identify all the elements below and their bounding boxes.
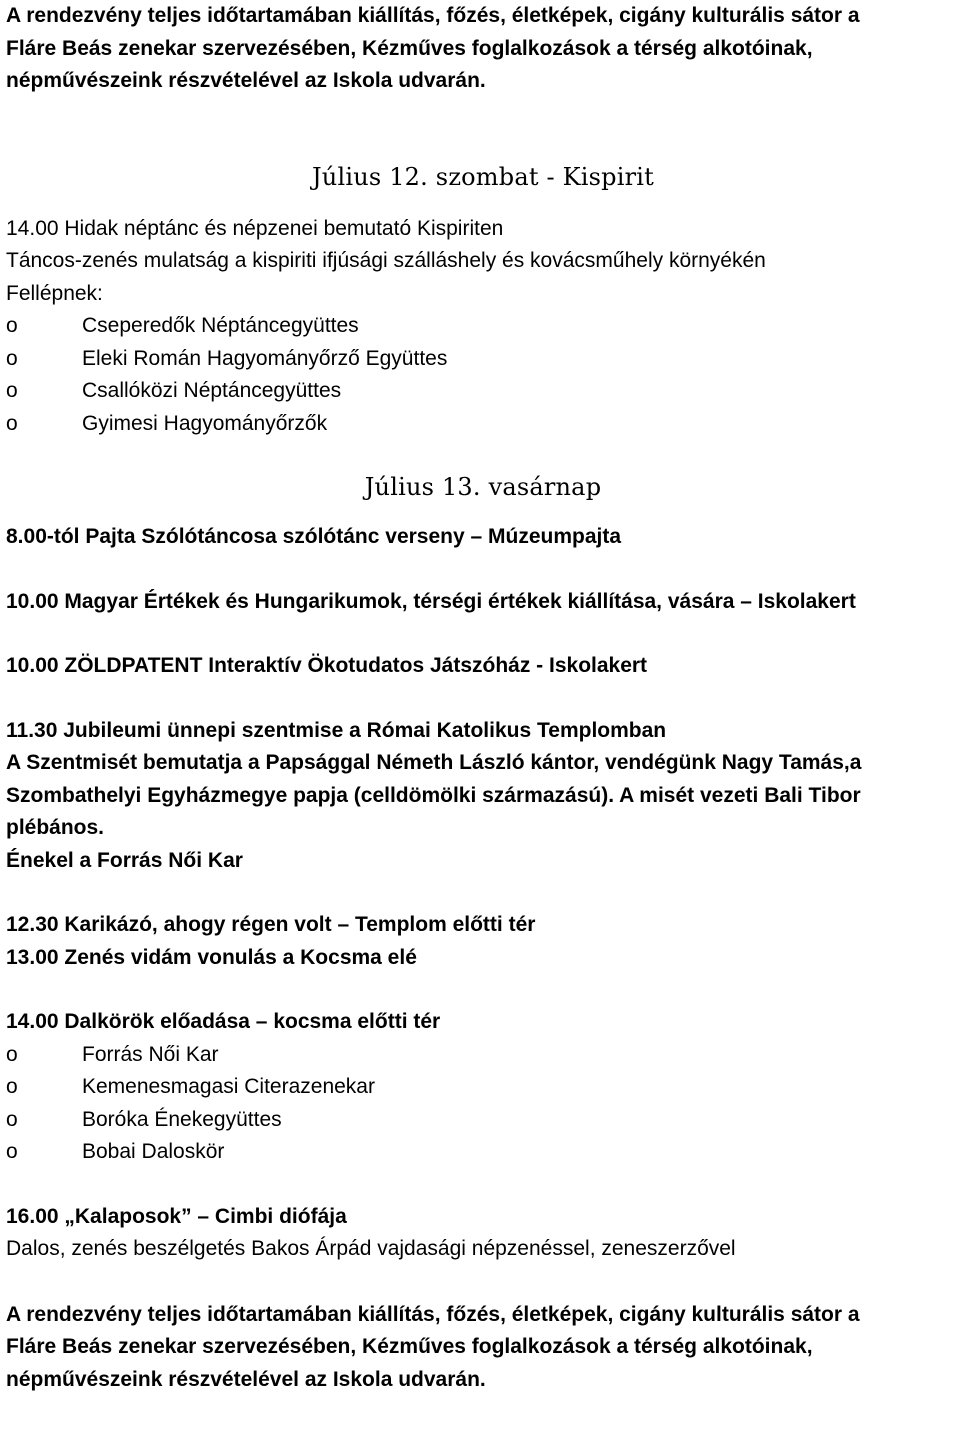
day2-heading: Július 13. vasárnap: [364, 473, 602, 501]
intro-line: népművészeink részvételével az Iskola udvarán.: [6, 1367, 486, 1391]
event-line: 10.00 Magyar Értékek és Hungarikumok, térségi értékek kiállítása, vására – Iskolakert: [6, 589, 856, 613]
bullet-icon: o: [6, 411, 18, 435]
event-description: Táncos-zenés mulatság a kispiriti ifjúsági szálláshely és kovácsműhely környékén: [6, 249, 766, 272]
list-item-label: Cseperedők Néptáncegyüttes: [82, 314, 359, 337]
list-item: [6, 1071, 960, 1104]
list-item: [6, 343, 960, 376]
event-line: 16.00 „Kalaposok” – Cimbi diófája: [6, 1204, 347, 1228]
performers-label: Fellépnek:: [6, 281, 103, 305]
mass-line: A Szentmisét bemutatja a Papsággal Németh László kántor, vendégünk Nagy Tamás,a: [6, 751, 862, 774]
bullet-icon: o: [6, 1042, 18, 1066]
bullet-icon: o: [6, 379, 18, 402]
intro-line: Fláre Beás zenekar szervezésében, Kézműves foglalkozások a térség alkotóinak,: [6, 36, 813, 60]
list-item: [6, 1039, 960, 1072]
event-line: 14.00 Dalkörök előadása – kocsma előtti tér: [6, 1010, 441, 1033]
bullet-icon: o: [6, 314, 18, 337]
bullet-icon: o: [6, 346, 18, 370]
list-item-label: Eleki Román Hagyományőrző Együttes: [82, 346, 448, 370]
event-line: 12.30 Karikázó, ahogy régen volt – Templom előtti tér: [6, 913, 536, 936]
intro-line: Fláre Beás zenekar szervezésében, Kézműves foglalkozások a térség alkotóinak,: [6, 1335, 813, 1358]
intro-line: A rendezvény teljes időtartamában kiállítás, főzés, életképek, cigány kulturális sátor a: [6, 1302, 860, 1326]
intro-line: A rendezvény teljes időtartamában kiállítás, főzés, életképek, cigány kulturális sátor a: [6, 4, 860, 27]
list-item-label: Bobai Daloskör: [82, 1140, 225, 1163]
event-description: Dalos, zenés beszélgetés Bakos Árpád vajdasági népzenéssel, zeneszerzővel: [6, 1237, 736, 1260]
event-line: 13.00 Zenés vidám vonulás a Kocsma elé: [6, 945, 417, 969]
list-item-label: Gyimesi Hagyományőrzők: [82, 411, 328, 435]
list-item: [6, 408, 960, 441]
event-line: 10.00 ZÖLDPATENT Interaktív Ökotudatos Játszóház - Iskolakert: [6, 654, 648, 677]
bullet-icon: o: [6, 1107, 18, 1131]
mass-line: Szombathelyi Egyházmegye papja (celldömölki származású). A misét vezeti Bali Tibor: [6, 783, 861, 807]
list-item-label: Forrás Női Kar: [82, 1042, 219, 1066]
intro-bottom: [6, 1299, 960, 1397]
event-title: 14.00 Hidak néptánc és népzenei bemutató Kispiriten: [6, 216, 504, 240]
bullet-icon: o: [6, 1140, 18, 1163]
list-item-label: Boróka Énekegyüttes: [82, 1107, 282, 1131]
event-line: 8.00-tól Pajta Szólótáncosa szólótánc verseny – Múzeumpajta: [6, 525, 622, 548]
day1-heading: Július 12. szombat - Kispirit: [311, 162, 655, 191]
intro-top: [6, 0, 960, 98]
mass-line: plébános.: [6, 816, 105, 839]
list-item-label: Csallóközi Néptáncegyüttes: [82, 379, 342, 402]
intro-line: népművészeink részvételével az Iskola udvarán.: [6, 69, 486, 92]
list-item: [6, 375, 960, 408]
mass-line: 11.30 Jubileumi ünnepi szentmise a Római Katolikus Templomban: [6, 718, 667, 742]
list-item: [6, 1136, 960, 1169]
day1-section: [6, 213, 960, 441]
list-item: [6, 310, 960, 343]
bullet-icon: o: [6, 1075, 18, 1098]
mass-line: Énekel a Forrás Női Kar: [6, 848, 243, 872]
list-item: [6, 1104, 960, 1137]
list-item-label: Kemenesmagasi Citerazenekar: [82, 1075, 375, 1098]
day2-section: [6, 521, 960, 1266]
